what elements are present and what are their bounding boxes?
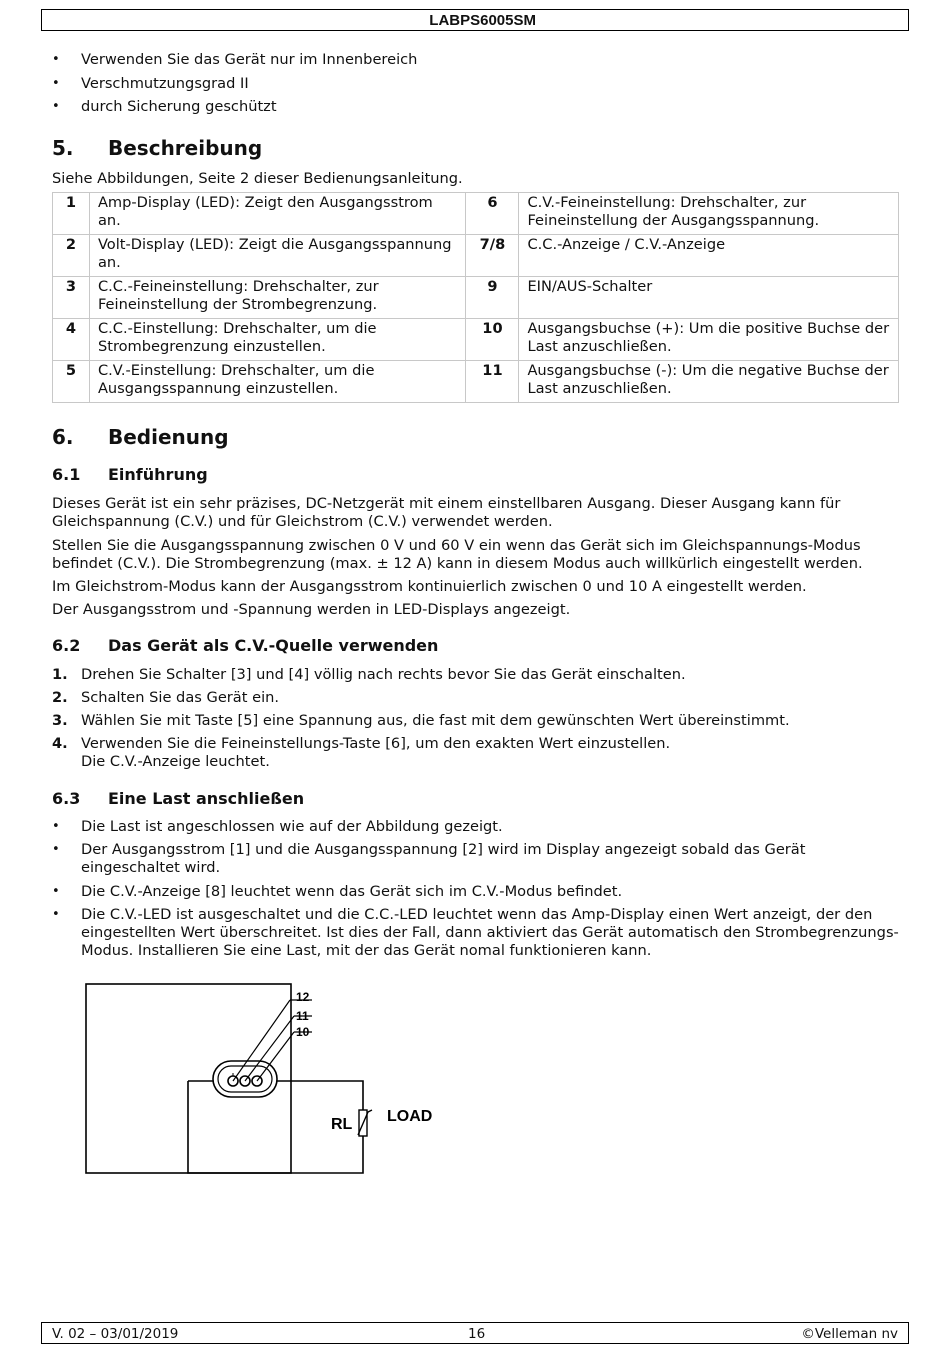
paragraph: Dieses Gerät ist ein sehr präzises, DC-Netzgerät mit einem einstellbaren Ausgang. Dieser Ausgang kann für Gleichspannung (C.V.) und für Gleichstrom (C.V.) verwendet werden. <box>52 495 841 530</box>
numbered-step: 1. Drehen Sie Schalter [3] und [4] völlig nach rechts bevor Sie das Gerät einschalten. <box>52 666 686 683</box>
footer-version: V. 02 – 03/01/2019 <box>52 1326 179 1342</box>
label-rl: RL <box>331 1116 353 1133</box>
bullet-icon: • <box>52 884 60 899</box>
load-connection-diagram <box>80 978 460 1178</box>
numbered-step: 4. Verwenden Sie die Feineinstellungs-Taste [6], um den exakten Wert einzustellen. Die C.V.-Anzeige leuchtet. <box>52 735 671 770</box>
paragraph: Stellen Sie die Ausgangsspannung zwischen 0 V und 60 V ein wenn das Gerät sich im Gleichspannungs-Modus befindet (C.V.). Die Strombegrenzung (max. ± 12 A) kann in diesem Modus auch willkürlich eingestellt werden. <box>52 537 863 572</box>
footer-copyright: ©Velleman nv <box>801 1326 898 1342</box>
list-item: • Verwenden Sie das Gerät nur im Innenbereich <box>52 51 418 68</box>
numbered-step: 3. Wählen Sie mit Taste [5] eine Spannung aus, die fast mit dem gewünschten Wert übereinstimmt. <box>52 712 790 729</box>
paragraph: Im Gleichstrom-Modus kann der Ausgangsstrom kontinuierlich zwischen 0 und 10 A eingestellt werden. <box>52 578 807 595</box>
table-row: 2 Volt-Display (LED): Zeigt die Ausgangsspannung an. 7/8 C.C.-Anzeige / C.V.-Anzeige <box>53 235 899 277</box>
page-header <box>41 9 909 31</box>
label-12: 12 <box>296 990 310 1004</box>
list-item: • Die C.V.-Anzeige [8] leuchtet wenn das Gerät sich im C.V.-Modus befindet. <box>52 883 623 900</box>
list-item: • durch Sicherung geschützt <box>52 98 277 115</box>
list-item: • Verschmutzungsgrad II <box>52 75 249 92</box>
bullet-icon: • <box>52 76 60 91</box>
numbered-step: 2. Schalten Sie das Gerät ein. <box>52 689 280 706</box>
bullet-icon: • <box>52 842 60 857</box>
bullet-icon: • <box>52 99 60 114</box>
list-item: • Die Last ist angeschlossen wie auf der Abbildung gezeigt. <box>52 818 503 835</box>
table-row: 3 C.C.-Feineinstellung: Drehschalter, zur Feineinstellung der Strombegrenzung. 9 EIN/AUS-Schalter <box>53 277 899 319</box>
list-item: • Die C.V.-LED ist ausgeschaltet und die C.C.-LED leuchtet wenn das Amp-Display einen Wert anzeigt, der den eingestellten Wert überschreitet. Ist dies der Fall, dann aktiviert das Gerät automatisch den Strombegrenzungs-Modus. Installieren Sie eine Last, mit der das Gerät nomal funktionieren kann. <box>52 906 899 959</box>
table-row: 5 C.V.-Einstellung: Drehschalter, um die Ausgangsspannung einzustellen. 11 Ausgangsbuchse (-): Um die negative Buchse der Last anzuschließen. <box>53 361 899 403</box>
table-row: 4 C.C.-Einstellung: Drehschalter, um die Strombegrenzung einzustellen. 10 Ausgangsbuchse (+): Um die positive Buchse der Last anzuschließen. <box>53 319 899 361</box>
label-load: LOAD <box>387 1108 433 1125</box>
bullet-icon: • <box>52 52 60 67</box>
table-row: 1 Amp-Display (LED): Zeigt den Ausgangsstrom an. 6 C.V.-Feineinstellung: Drehschalter, zur Feineinstellung der Ausgangsspannung. <box>53 193 899 235</box>
description-table <box>52 192 899 403</box>
label-10: 10 <box>296 1025 310 1039</box>
paragraph: Der Ausgangsstrom und -Spannung werden in LED-Displays angezeigt. <box>52 601 571 618</box>
header-title: LABPS6005SM <box>429 12 536 29</box>
bullet-icon: • <box>52 819 60 834</box>
footer-page-number: 16 <box>468 1326 486 1342</box>
page-footer <box>41 1322 909 1344</box>
label-11: 11 <box>296 1009 309 1023</box>
section-intro: Siehe Abbildungen, Seite 2 dieser Bedienungsanleitung. <box>52 170 463 187</box>
bullet-icon: • <box>52 907 60 922</box>
list-item: • Der Ausgangsstrom [1] und die Ausgangsspannung [2] wird im Display angezeigt sobald das Gerät eingeschaltet wird. <box>52 841 806 876</box>
